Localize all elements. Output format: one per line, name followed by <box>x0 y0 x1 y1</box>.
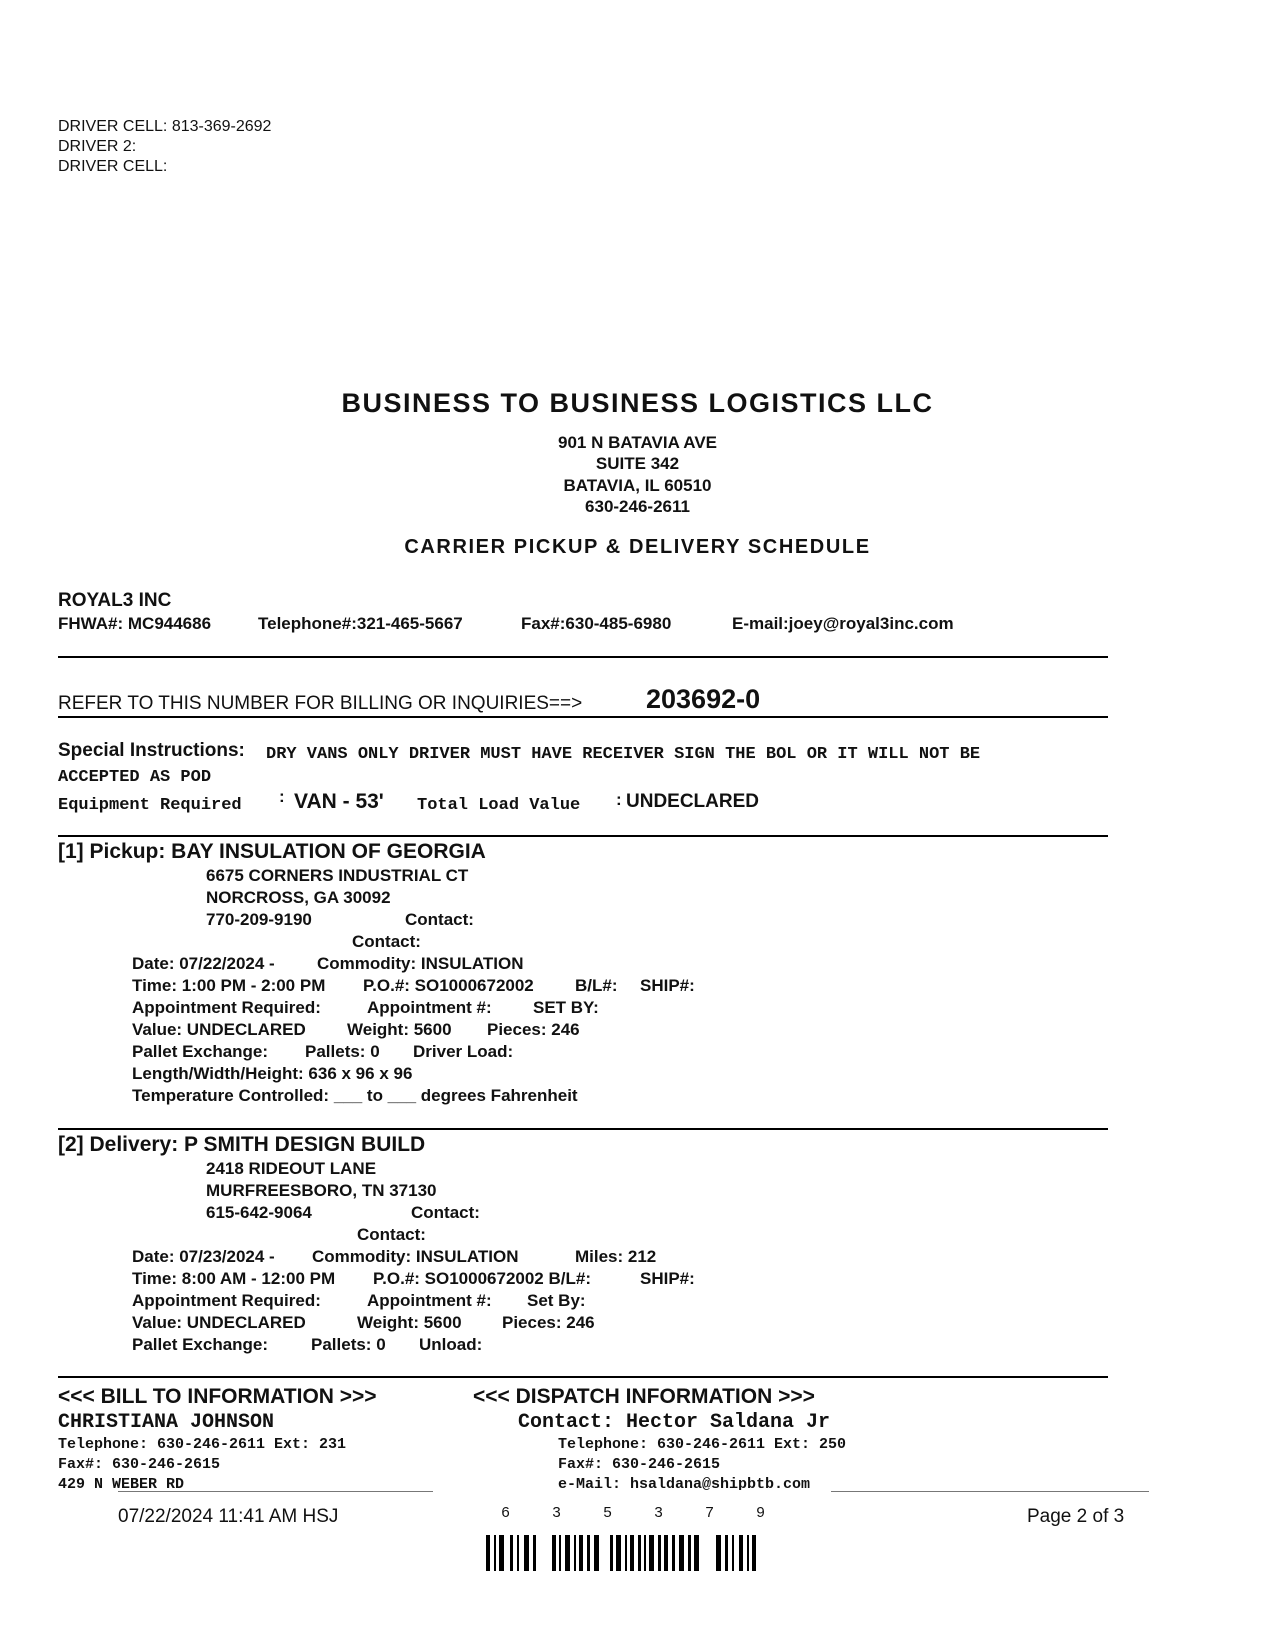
pickup-weight: Weight: 5600 <box>347 1020 452 1039</box>
company-address-1: 901 N BATAVIA AVE <box>557 433 717 452</box>
delivery-appointment-required: Appointment Required: <box>132 1291 321 1310</box>
bill-to-name: CHRISTIANA JOHNSON <box>58 1411 275 1434</box>
dispatch-heading: <<< DISPATCH INFORMATION >>> <box>473 1385 815 1408</box>
carrier-name: ROYAL3 INC <box>58 590 172 611</box>
delivery-date: Date: 07/23/2024 - <box>132 1247 275 1266</box>
dispatch-contact: Contact: Hector Saldana Jr <box>518 1411 831 1434</box>
company-city-state-zip: BATAVIA, IL 60510 <box>563 476 712 495</box>
pickup-address: 6675 CORNERS INDUSTRIAL CT <box>206 866 469 885</box>
delivery-value: Value: UNDECLARED <box>132 1313 306 1332</box>
special-instructions-label: Special Instructions: <box>58 740 245 761</box>
bill-to-heading: <<< BILL TO INFORMATION >>> <box>58 1385 377 1408</box>
pickup-temperature: Temperature Controlled: ___ to ___ degrees Fahrenheit <box>132 1086 578 1105</box>
equipment-required-value: VAN - 53' <box>294 790 384 813</box>
barcode-digit: 9 <box>756 1504 765 1521</box>
barcode-digits <box>480 1504 786 1522</box>
pickup-appointment-number: Appointment #: <box>367 998 492 1017</box>
billing-refer-text: REFER TO THIS NUMBER FOR BILLING OR INQUIRIES==> <box>58 693 583 714</box>
footer-page-number: Page 2 of 3 <box>1027 1506 1125 1527</box>
pickup-heading: [1] Pickup: BAY INSULATION OF GEORGIA <box>58 840 486 863</box>
billing-number: 203692-0 <box>646 684 761 714</box>
barcode-digit: 3 <box>654 1504 663 1521</box>
bill-to-fax: Fax#: 630-246-2615 <box>58 1456 221 1473</box>
delivery-pallets: Pallets: 0 <box>311 1335 386 1354</box>
pickup-driver-load: Driver Load: <box>413 1042 514 1061</box>
delivery-po: P.O.#: SO1000672002 B/L#: <box>373 1269 591 1288</box>
divider <box>58 1376 1108 1378</box>
divider <box>58 1128 1108 1130</box>
barcode-digit: 5 <box>603 1504 612 1521</box>
company-name: BUSINESS TO BUSINESS LOGISTICS LLC <box>341 388 934 418</box>
driver-2: DRIVER 2: <box>58 138 137 155</box>
equipment-colon: : <box>279 787 285 806</box>
bill-to-telephone: Telephone: 630-246-2611 Ext: 231 <box>58 1436 347 1453</box>
divider <box>58 656 1108 658</box>
barcode-digit: 7 <box>705 1504 714 1521</box>
delivery-contact-label-2: Contact: <box>357 1225 426 1244</box>
pickup-time: Time: 1:00 PM - 2:00 PM <box>132 976 326 995</box>
pickup-pallet-exchange: Pallet Exchange: <box>132 1042 269 1061</box>
total-load-value: UNDECLARED <box>626 791 759 812</box>
company-address-2: SUITE 342 <box>595 454 680 473</box>
barcode-digit: 3 <box>552 1504 561 1521</box>
dispatch-telephone: Telephone: 630-246-2611 Ext: 250 <box>558 1436 847 1453</box>
pickup-pallets: Pallets: 0 <box>305 1042 380 1061</box>
delivery-appointment-number: Appointment #: <box>367 1291 492 1310</box>
delivery-unload: Unload: <box>419 1335 483 1354</box>
pickup-bl: B/L#: <box>575 976 618 995</box>
bill-to-address: 429 N WEBER RD <box>58 1476 185 1493</box>
carrier-telephone: Telephone#:321-465-5667 <box>258 614 463 633</box>
footer-line-left <box>118 1491 433 1492</box>
carrier-email: E-mail:joey@royal3inc.com <box>732 614 954 633</box>
delivery-address: 2418 RIDEOUT LANE <box>206 1159 377 1178</box>
delivery-heading: [2] Delivery: P SMITH DESIGN BUILD <box>58 1133 426 1156</box>
delivery-time: Time: 8:00 AM - 12:00 PM <box>132 1269 336 1288</box>
pickup-appointment-required: Appointment Required: <box>132 998 321 1017</box>
equipment-required-label: Equipment Required <box>58 796 242 815</box>
pickup-date: Date: 07/22/2024 - <box>132 954 275 973</box>
divider <box>58 716 1108 718</box>
footer-timestamp: 07/22/2024 11:41 AM HSJ <box>118 1506 339 1527</box>
pickup-pieces: Pieces: 246 <box>487 1020 580 1039</box>
driver-cell: DRIVER CELL: 813-369-2692 <box>58 118 272 135</box>
pickup-po: P.O.#: SO1000672002 <box>363 976 534 995</box>
pickup-dimensions: Length/Width/Height: 636 x 96 x 96 <box>132 1064 413 1083</box>
pickup-contact-label: Contact: <box>405 910 474 929</box>
footer-line-right <box>831 1491 1149 1492</box>
total-load-value-label: Total Load Value <box>417 796 581 815</box>
total-load-value-colon: : <box>616 790 622 809</box>
company-phone: 630-246-2611 <box>585 497 690 516</box>
delivery-city-state-zip: MURFREESBORO, TN 37130 <box>206 1181 437 1200</box>
driver-cell-2: DRIVER CELL: <box>58 158 168 175</box>
pickup-set-by: SET BY: <box>533 998 599 1017</box>
barcode-digit: 6 <box>501 1504 510 1521</box>
delivery-miles: Miles: 212 <box>575 1247 657 1266</box>
pickup-contact-label-2: Contact: <box>352 932 421 951</box>
delivery-weight: Weight: 5600 <box>357 1313 462 1332</box>
pickup-ship: SHIP#: <box>640 976 695 995</box>
divider <box>58 835 1108 837</box>
barcode-icon <box>486 1535 786 1571</box>
special-instructions-text: DRY VANS ONLY DRIVER MUST HAVE RECEIVER SIGN THE BOL OR IT WILL NOT BE <box>266 745 981 764</box>
delivery-ship: SHIP#: <box>640 1269 695 1288</box>
delivery-commodity: Commodity: INSULATION <box>312 1247 519 1266</box>
pickup-city-state-zip: NORCROSS, GA 30092 <box>206 888 391 907</box>
carrier-fax: Fax#:630-485-6980 <box>521 614 672 633</box>
delivery-phone: 615-642-9064 <box>206 1203 312 1222</box>
pickup-phone: 770-209-9190 <box>206 910 312 929</box>
pickup-value: Value: UNDECLARED <box>132 1020 306 1039</box>
delivery-pallet-exchange: Pallet Exchange: <box>132 1335 269 1354</box>
document-title: CARRIER PICKUP & DELIVERY SCHEDULE <box>404 536 871 558</box>
dispatch-email: e-Mail: hsaldana@shipbtb.com <box>558 1476 811 1490</box>
pickup-commodity: Commodity: INSULATION <box>317 954 524 973</box>
special-instructions-text-2: ACCEPTED AS POD <box>58 768 212 787</box>
delivery-pieces: Pieces: 246 <box>502 1313 595 1332</box>
delivery-contact-label: Contact: <box>411 1203 480 1222</box>
dispatch-fax: Fax#: 630-246-2615 <box>558 1456 721 1473</box>
delivery-set-by: Set By: <box>527 1291 586 1310</box>
carrier-fhwa: FHWA#: MC944686 <box>58 614 212 633</box>
